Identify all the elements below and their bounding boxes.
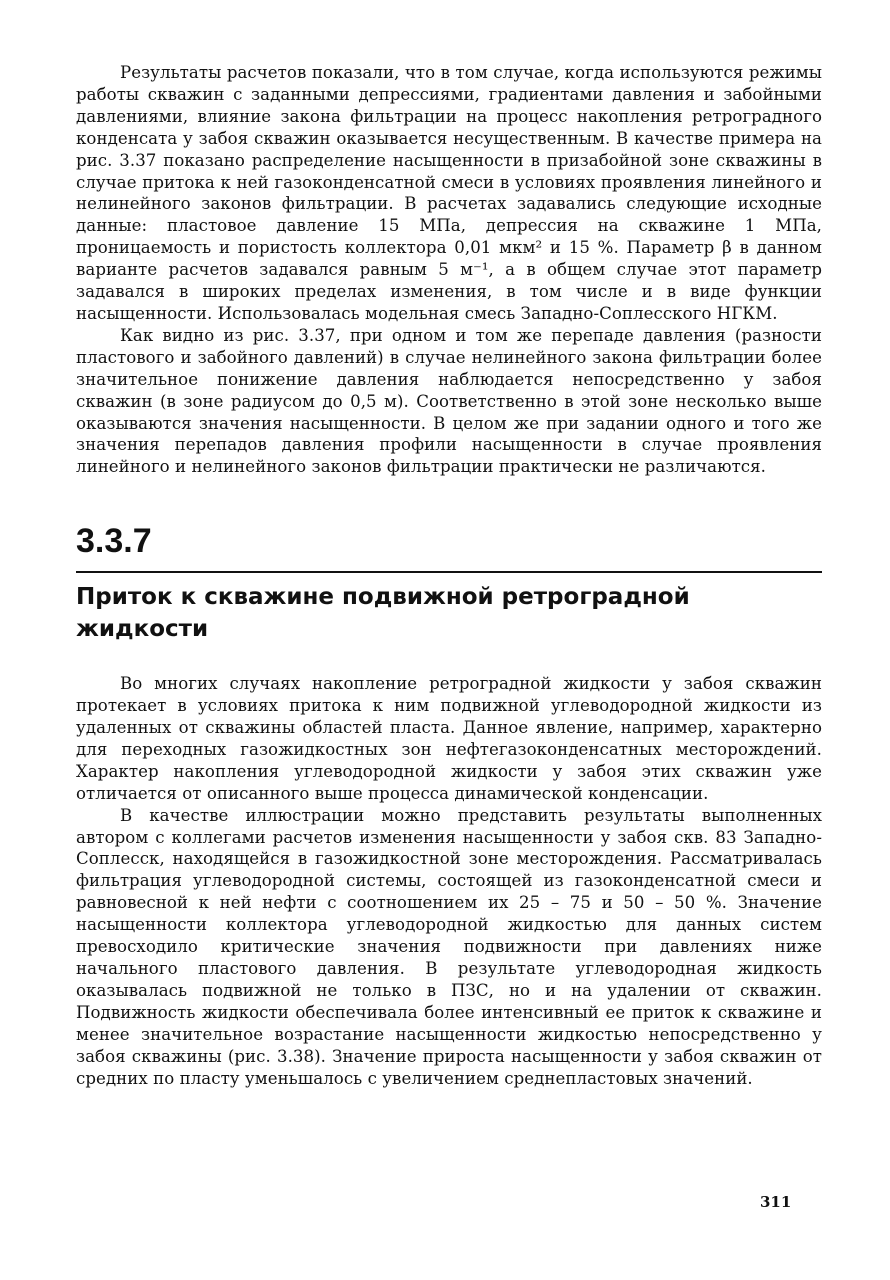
section-number: 3.3.7 [76, 522, 152, 561]
section-divider [76, 571, 822, 573]
paragraph-illustration: В качестве иллюстрации можно представить результаты выполненных автором с коллегами расчетов изменения насыщенности у забоя скв. 83 Западно-Соплесск, находящейся в газожидкостной зоне месторождения. Рассматривалась фильтрация углеводородной системы, состоящей из газоконденсатной смеси и равновесной к ней нефти с соотношением их 25 – 75 и 50 – 50 %. Значение насыщенности коллектора углеводородной жидкостью для данных систем превосходило критические значения подвижности при давлениях ниже начального пластового давления. В результате углеводородная жидкость оказывалась подвижной не только в ПЗС, но и на удалении от скважин. Подвижность жидкости обеспечивала более интенсивный ее приток к скважине и менее значительное возрастание насыщенности жидкостью непосредственно у забоя скважины (рис. 3.38). Значение прироста насыщенности у забоя скважин от средних по пласту уменьшалось с увеличением среднепластовых значений. [76, 805, 822, 1088]
paragraph-intro: Во многих случаях накопление ретроградной жидкости у забоя скважин протекает в условиях притока к ним подвижной углеводородной жидкости из удаленных от скважины областей пласта. Данное явление, например, характерно для переходных газожидкостных зон нефтегазоконденсатных месторождений. Характер накопления углеводородной жидкости у забоя этих скважин уже отличается от описанного выше процесса динамической конденсации. [76, 674, 822, 803]
section-title: Приток к скважине подвижной ретроградной жидкости [76, 584, 690, 643]
paragraph-comparison: Как видно из рис. 3.37, при одном и том же перепаде давления (разности пластового и забойного давлений) в случае нелинейного закона фильтрации более значительное понижение давления наблюдается непосредственно у забоя скважин (в зоне радиусом до 0,5 м). Соответственно в этой зоне несколько выше оказываются значения насыщенности. В целом же при задании одного и того же значения перепадов давления профили насыщенности в случае проявления линейного и нелинейного законов фильтрации практически не различаются. [76, 325, 822, 477]
page-body [76, 62, 822, 1089]
paragraph-results: Результаты расчетов показали, что в том случае, когда используются режимы работы скважин с заданными депрессиями, градиентами давления и забойными давлениями, влияние закона фильтрации на процесс накопления ретроградного конденсата у забоя скважин оказывается несущественным. В качестве примера на рис. 3.37 показано распределение насыщенности в призабойной зоне скважины в случае притока к ней газоконденсатной смеси в условиях проявления линейного и нелинейного законов фильтрации. В расчетах задавались следующие исходные данные: пластовое давление 15 МПа, депрессия на скважине 1 МПа, проницаемость и пористость коллектора 0,01 мкм² и 15 %. Параметр β в данном варианте расчетов задавался равным 5 м⁻¹, а в общем случае этот параметр задавался в широких пределах изменения, в том числе и в виде функции насыщенности. Использовалась модельная смесь Западно-Соплесского НГКМ. [76, 63, 822, 323]
page-number: 311 [760, 1193, 792, 1211]
